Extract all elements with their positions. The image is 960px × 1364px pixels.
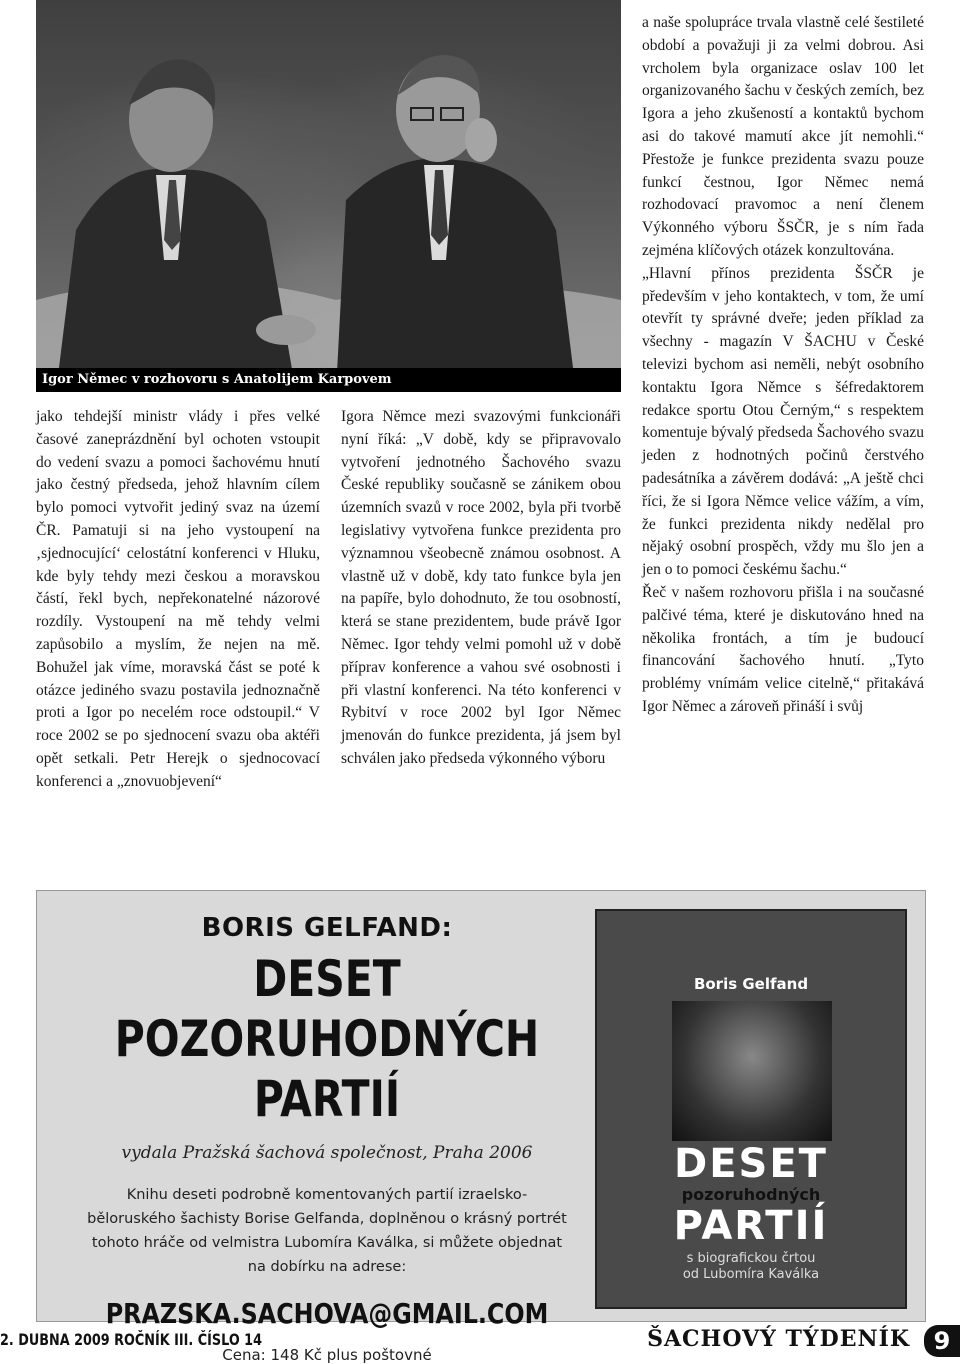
ad-publisher: vydala Pražská šachová společnost, Praha 2006 [121, 1143, 533, 1163]
cover-author: Boris Gelfand [693, 975, 809, 993]
paragraph: „Hlavní přínos prezidenta ŠSČR je především v jeho kontaktech, v tom, že umí otevřít ty správné dveře; jeden příklad za všechny - magazín V ŠACHU v České televizi bychom asi neměli, nebýt osobního kontaktu Igora Němce s šéfredaktorem redakce sportu Otou Černým,“ s respektem komentuje bývalý předseda Šachového svazu jeden z hodnotných počinů čerstvého padesátníka a závěrem dodává: „A ještě chci říci, že si Igora Němce velice vážím, a vím, že funkci prezidenta nikdy nedělal pro nějaký osobní prospěch, vždy mu šlo jen a jen o to pomoci českému šachu.“ [642, 264, 924, 579]
ad-desc-line: na dobírku na adrese: [247, 1259, 407, 1275]
footer-date-issue: 2. DUBNA 2009 ROČNÍK III. ČÍSLO 14 [0, 1330, 262, 1349]
ad-title-line-1: DESET POZORUHODNÝCH [114, 950, 540, 1068]
ad-description [77, 1183, 577, 1279]
cover-title-2: pozoruhodných [681, 1185, 821, 1204]
ad-email-link[interactable]: PRAZSKA.SACHOVA@GMAIL.COM [105, 1297, 549, 1330]
book-cover-image [595, 909, 907, 1309]
paragraph: a naše spolupráce trvala vlastně celé šestileté období a považuji ji za velmi dobrou. Asi vrcholem byla organizace oslav 100 let organizovaného šachu v českých zemích, bez Igora a jeho zkušeností a kontaktů bychom asi do takové mamutí akce jít nemohli.“ Přestože je funkce prezidenta svazu pouze funkcí čestnou, Igor Němec nemá rozhodovací pravomoc a není členem Výkonného výboru ŠSČR, je s ním řada zejména klíčových otázek konzultována. [642, 14, 924, 259]
paragraph: jako tehdejší ministr vlády i přes velké časové zaneprázdnění byl ochoten vstoupit do vedení svazu a pomoci šachovému hnutí jako čestný předseda, jehož hlavním cílem bylo pomoci vytvořit jediný svaz na území ČR. Pamatuji si na jeho vystoupení na ‚sjednocující‘ celostátní konferenci v Hluku, kde byly tehdy mezi českou a moravskou částí, řekl bych, nepřekonatelné názorové rozdíly. Vystoupení na mě tehdy velmi zapůsobilo a myslím, že nejen na mě. Bohužel jak víme, moravská část se poté k otázce jediného svazu postavila jednoznačně proti a Igor po necelém roce odstoupil.“ V roce 2002 se po sjednocení svazu oba aktéři opět setkali. Petr Herejk o sjednocovací konferenci a „znovuobjevení“ [36, 408, 320, 790]
photo-illustration [36, 0, 621, 392]
page-number: 9 [924, 1325, 960, 1357]
ad-title [106, 949, 549, 1129]
ad-title-line-2: PARTIÍ [253, 1070, 401, 1128]
cover-title-3: PARTIÍ [673, 1203, 829, 1249]
ad-desc-line: tohoto hráče od velmistra Lubomíra Kaválka, si můžete objednat [91, 1235, 563, 1251]
ad-author: BORIS GELFAND: [201, 913, 453, 943]
magazine-name: ŠACHOVÝ TÝDENÍK [647, 1326, 910, 1352]
ad-price: Cena: 148 Kč plus poštovné [222, 1346, 432, 1364]
cover-subtitle-line: s biografickou črtou [686, 1251, 816, 1266]
photo-caption: Igor Němec v rozhovoru s Anatolijem Karpovem [36, 368, 621, 392]
cover-subtitle [597, 1251, 905, 1283]
article-column-3 [642, 12, 924, 719]
article-photo [36, 0, 621, 392]
ad-desc-line: Knihu deseti podrobně komentovaných partií izraelsko- [126, 1187, 528, 1203]
article-column-1 [36, 406, 320, 794]
paragraph: Řeč v našem rozhovoru přišla i na současné palčivé téma, které je diskutováno hned na několika frontách, a tím je budoucí financování šachového hnutí. „Tyto problémy vnímám velice citelně,“ přitakává Igor Němec a zároveň přináší i svůj [642, 583, 924, 715]
cover-subtitle-line: od Lubomíra Kaválka [682, 1267, 820, 1282]
ad-desc-line: běloruského šachisty Borise Gelfanda, doplněnou o krásný portrét [87, 1211, 567, 1227]
ad-text-block [57, 891, 597, 1364]
article-column-2 [341, 406, 621, 771]
cover-title-1: DESET [674, 1141, 828, 1187]
paragraph: Igora Němce mezi svazovými funkcionáři nyní říká: „V době, kdy se připravovalo vytvoření jednotného Šachového svazu České republiky současně se zánikem obou územních svazů v roce 2002, byla při tvorbě legislativy vytvořena funkce prezidenta pro významnou všeobecně známou osobnost. A vlastně už v době, kdy tato funkce byla jen na papíře, bylo dohodnuto, že tou osobností, která se stane prezidentem, bude právě Igor Němec. Igor tehdy velmi pomohl už v době příprav konference a vahou své osobnosti i při vlastní konferenci. Na této konferenci v Rybitví v roce 2002 byl Igor Němec jmenován do funkce prezidenta, já jsem byl schválen jako předseda výkonného výboru [341, 408, 621, 767]
cover-portrait [672, 1001, 832, 1141]
